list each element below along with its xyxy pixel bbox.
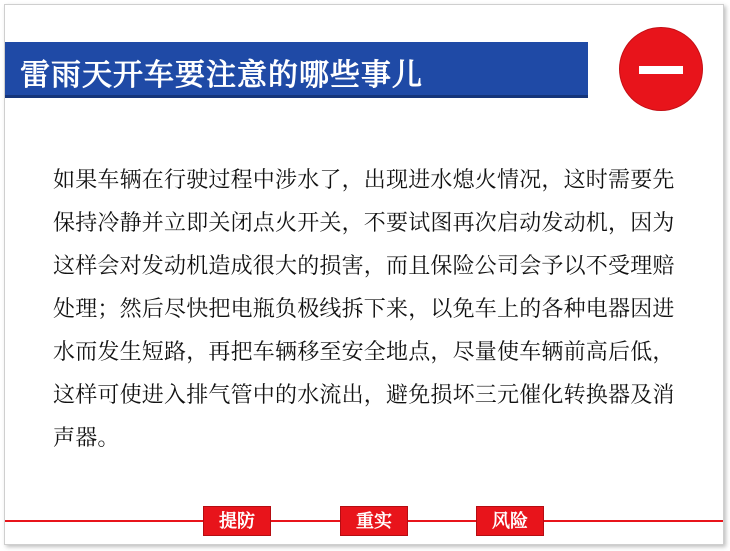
slide-title: 雷雨天开车要注意的哪些事儿 — [20, 58, 423, 93]
body-paragraph: 如果车辆在行驶过程中涉水了，出现进水熄火情况，这时需要先保持冷静并立即关闭点火开关，不要试图再次启动发动机，因为这样会对发动机造成很大的损害，而且保险公司会予以不受理赔处理；然后尽快把电瓶负极线拆下来，以免车上的各种电器因进水而发生短路，再把车辆移至安全地点，尽量使车辆前高后低，这样可使进入排气管中的水流出，避免损坏三元催化转换器及消声器。 — [53, 168, 675, 451]
section-number-badge — [620, 28, 702, 110]
title-banner — [5, 42, 588, 98]
tag-risk: 风险 — [476, 506, 544, 536]
dash-icon — [639, 66, 683, 74]
tag-prevent: 提防 — [203, 506, 271, 536]
tag-emphasis: 重实 — [340, 506, 408, 536]
